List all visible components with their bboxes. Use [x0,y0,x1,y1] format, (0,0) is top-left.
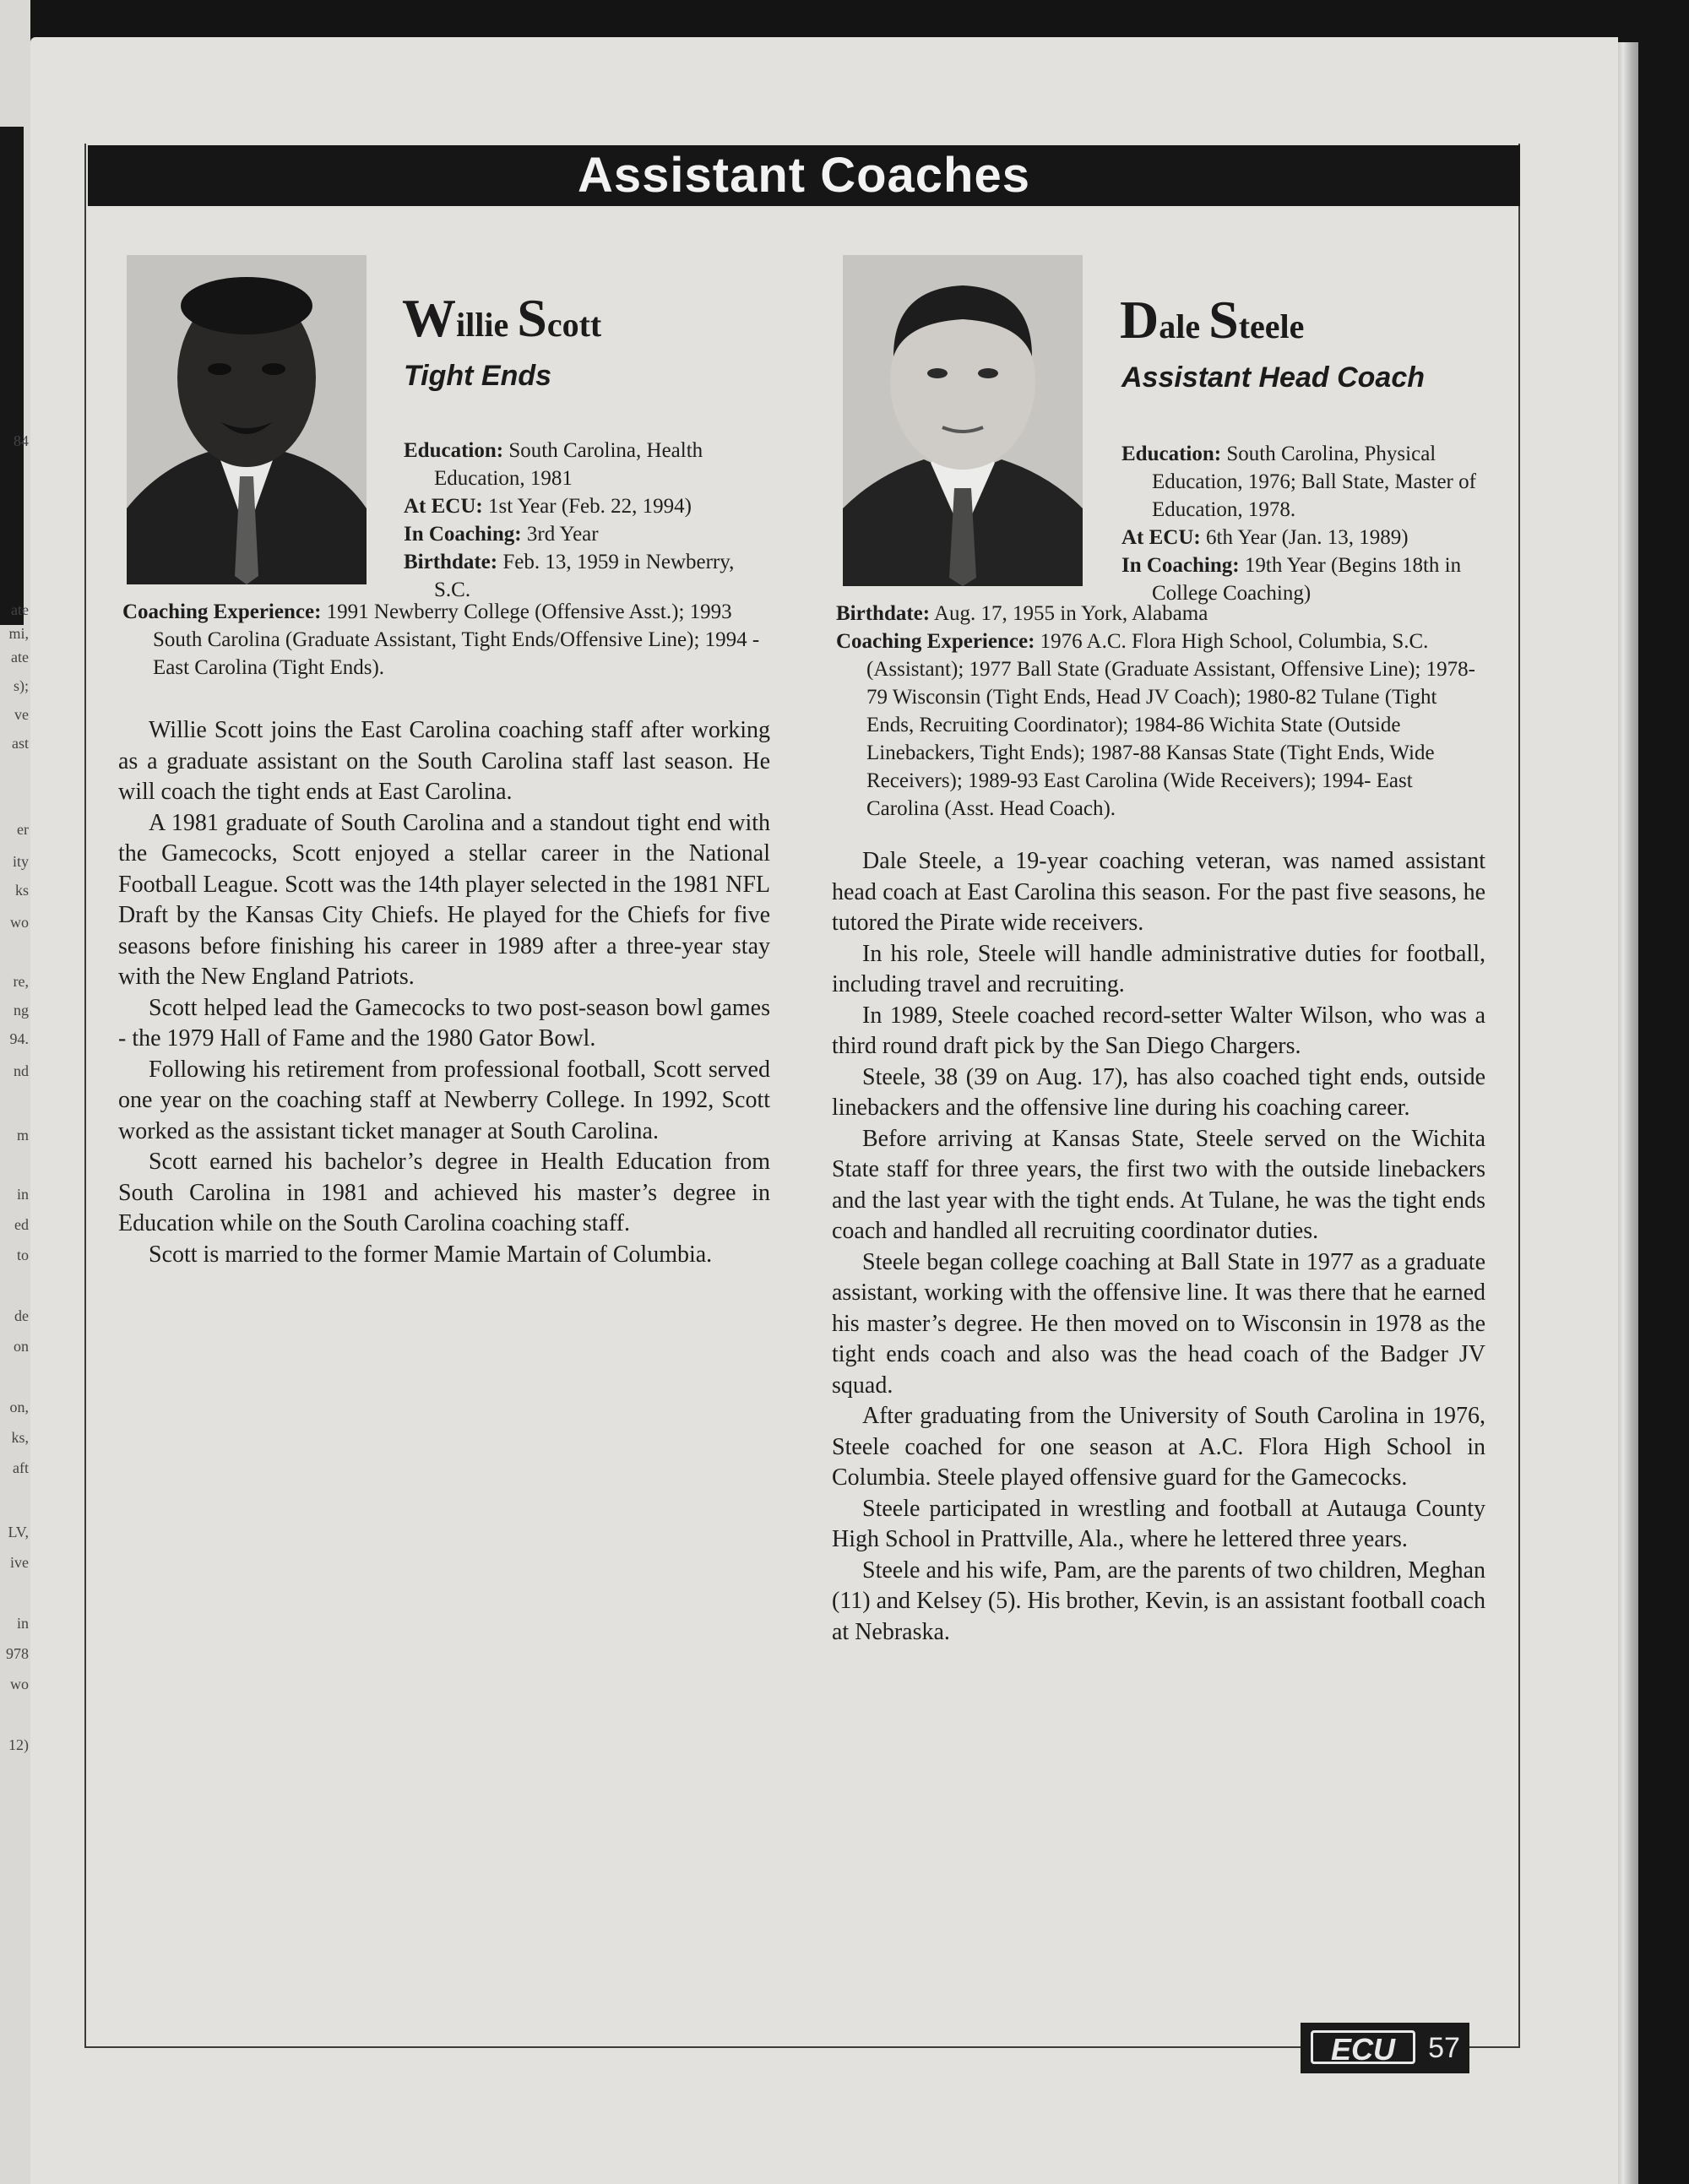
margin-fragment: 12) [8,1736,29,1753]
fact-label: In Coaching: [404,523,522,546]
fact-value: South Carolina, Physical Education, 1976; Ball State, Master of Education, 1978. [1152,443,1476,521]
margin-fragment: ate [11,601,29,618]
margin-fragment: 84 [14,432,29,449]
page-title: Assistant Coaches [88,145,1520,206]
fact-label: In Coaching: [1121,554,1240,577]
fact-label: Birthdate: [836,602,931,625]
margin-fragment: nd [14,1062,29,1079]
footer-badge [1301,2023,1469,2073]
bio-paragraph: Steele, 38 (39 on Aug. 17), has also coached tight ends, outside linebackers and the offensive line during his coaching career. [832,1063,1485,1121]
coach-role: Assistant Head Coach [1121,361,1425,394]
fact-value: Feb. 13, 1959 in Newberry, S.C. [434,551,735,601]
margin-fragment: er [17,821,29,838]
margin-fragment: wo [10,1676,29,1692]
bio-paragraph: Following his retirement from professional football, Scott served one year on the coaching staff at Newberry College. In 1992, Scott worked as the assistant ticket manager at South Carolina. [118,1056,770,1144]
coach-bio-dale-steele [832,846,1485,1648]
fact-label: Coaching Experience: [836,630,1035,653]
bio-paragraph: Willie Scott joins the East Carolina coaching staff after working as a graduate assistant on the South Carolina staff last season. He will coach the tight ends at East Carolina. [118,717,770,805]
name-initial: D [1120,290,1159,350]
name-rest: ale [1159,307,1201,345]
margin-fragment: ng [14,1002,29,1019]
name-rest: cott [546,306,602,344]
fact-label: Birthdate: [404,551,498,573]
margin-fragment: ks, [11,1429,29,1446]
coach-role: Tight Ends [404,360,552,392]
bio-paragraph: Steele participated in wrestling and football at Autauga County High School in Prattville, Ala., where he lettered three years. [832,1495,1485,1552]
bio-paragraph: Steele began college coaching at Ball State in 1977 as a graduate assistant, working with the offensive line. It was there that he earned his master’s degree. He then moved on to Wisconsin in 1978 as the tight ends coach and also was the head coach of the Badger JV squad. [832,1248,1485,1399]
fact-label: Education: [1121,443,1222,465]
name-initial: W [402,288,456,348]
margin-fragment: re, [13,973,29,990]
margin-fragment: aft [13,1459,29,1476]
bio-paragraph: Steele and his wife, Pam, are the parents of two children, Meghan (11) and Kelsey (5). His brother, Kevin, is an assistant football coach at Nebraska. [832,1557,1485,1645]
portrait-image [843,255,1083,586]
margin-fragment: de [14,1307,29,1324]
coach-facts [404,437,775,604]
bio-paragraph: A 1981 graduate of South Carolina and a standout tight end with the Gamecocks, Scott enjoyed a stellar career in the National Football League. Scott was the 14th player selected in the 1981 NFL Draft by the Kansas City Chiefs. He played for the Chiefs for five seasons before finishing his career in 1989 after a three-year stay with the New England Patriots. [118,809,770,990]
bio-paragraph: Scott earned his bachelor’s degree in Health Education from South Carolina in 1981 and achieved his master’s degree in Education while on the South Carolina coaching staff. [118,1149,770,1236]
coaching-experience [122,598,777,682]
fact-value: 19th Year (Begins 18th in College Coaching) [1152,554,1462,605]
margin-fragment: m [16,1127,29,1144]
coach-name-willie-scott [402,287,601,350]
margin-fragment: ast [12,735,29,752]
bio-paragraph: In his role, Steele will handle administrative duties for football, including travel and recruiting. [832,940,1485,997]
binding-shadow [0,127,24,625]
fact-value: 6th Year (Jan. 13, 1989) [1206,526,1409,549]
margin-fragment: on [14,1338,29,1355]
margin-fragment: in [16,1186,29,1203]
fact-label: Coaching Experience: [122,600,322,623]
name-initial: S [517,288,547,348]
margin-fragment: wo [10,914,29,931]
margin-fragment: 978 [6,1645,29,1662]
fact-value: 1st Year (Feb. 22, 1994) [488,495,692,518]
margin-fragment: on, [9,1399,29,1415]
fact-label: At ECU: [404,495,483,518]
fact-value: Aug. 17, 1955 in York, Alabama [933,602,1208,625]
fact-value: 1991 Newberry College (Offensive Asst.); 1993 South Carolina (Graduate Assistant, Tight Ends/Offensive Line); 1994 - East Carolina (Tight Ends). [153,600,760,679]
margin-fragment: to [16,1247,29,1263]
coach-facts [1121,440,1493,607]
previous-page-strip [0,0,30,2184]
ecu-logo: ECU [1311,2030,1415,2064]
margin-fragment: LV, [8,1524,29,1540]
margin-fragment: ity [12,853,29,870]
name-rest: teele [1238,307,1305,345]
bio-paragraph: After graduating from the University of South Carolina in 1976, Steele coached for one season at A.C. Flora High School in Columbia. Steele played offensive guard for the Gamecocks. [832,1403,1485,1491]
bio-paragraph: Scott is married to the former Mamie Martain of Columbia. [149,1241,713,1268]
fact-value: South Carolina, Health Education, 1981 [434,439,703,490]
bio-paragraph: Scott helped lead the Gamecocks to two post-season bowl games - the 1979 Hall of Fame and the 1980 Gator Bowl. [118,994,770,1051]
bio-paragraph: In 1989, Steele coached record-setter Walter Wilson, who was a third round draft pick by the San Diego Chargers. [832,1002,1485,1059]
page-number: 57 [1428,2032,1460,2064]
coach-photo-dale-steele [843,255,1083,586]
margin-fragment: mi, [8,625,29,642]
birthdate-and-experience [836,600,1488,823]
margin-fragment: ve [14,706,29,723]
coach-bio-willie-scott [118,715,770,1270]
coach-name-dale-steele [1120,289,1304,351]
name-rest: illie [456,306,509,344]
margin-fragment: ive [10,1554,29,1571]
bio-paragraph: Before arriving at Kansas State, Steele served on the Wichita State staff for three years, the first two with the outside linebackers and the last year with the tight ends. At Tulane, he was the tight ends coach and handled all recruiting coordinator duties. [832,1125,1485,1244]
name-initial: S [1208,290,1239,350]
margin-fragment: ks [14,882,29,899]
coach-photo-willie-scott [127,255,367,584]
margin-fragment: in [16,1615,29,1632]
fact-label: Education: [404,439,504,462]
margin-fragment: s); [14,677,29,694]
margin-fragment: 94. [9,1030,29,1047]
margin-fragment: ed [14,1216,29,1233]
margin-fragment: ate [11,649,29,666]
bio-paragraph: Dale Steele, a 19-year coaching veteran, was named assistant head coach at East Carolina this season. For the past five seasons, he tutored the Pirate wide receivers. [832,848,1485,936]
fact-value: 1976 A.C. Flora High School, Columbia, S.C. (Assistant); 1977 Ball State (Graduate Assistant, Offensive Line); 1978-79 Wisconsin (Tight Ends, Head JV Coach); 1980-82 Tulane (Tight Ends, Recruiting Coordinator); 1984-86 Wichita State (Outside Linebackers, Tight Ends); 1987-88 Kansas State (Tight Ends, Wide Receivers); 1989-93 East Carolina (Wide Receivers); 1994- East Carolina (Asst. Head Coach). [866,630,1475,820]
portrait-image [127,255,367,584]
fact-label: At ECU: [1121,526,1201,549]
fact-value: 3rd Year [526,523,599,546]
